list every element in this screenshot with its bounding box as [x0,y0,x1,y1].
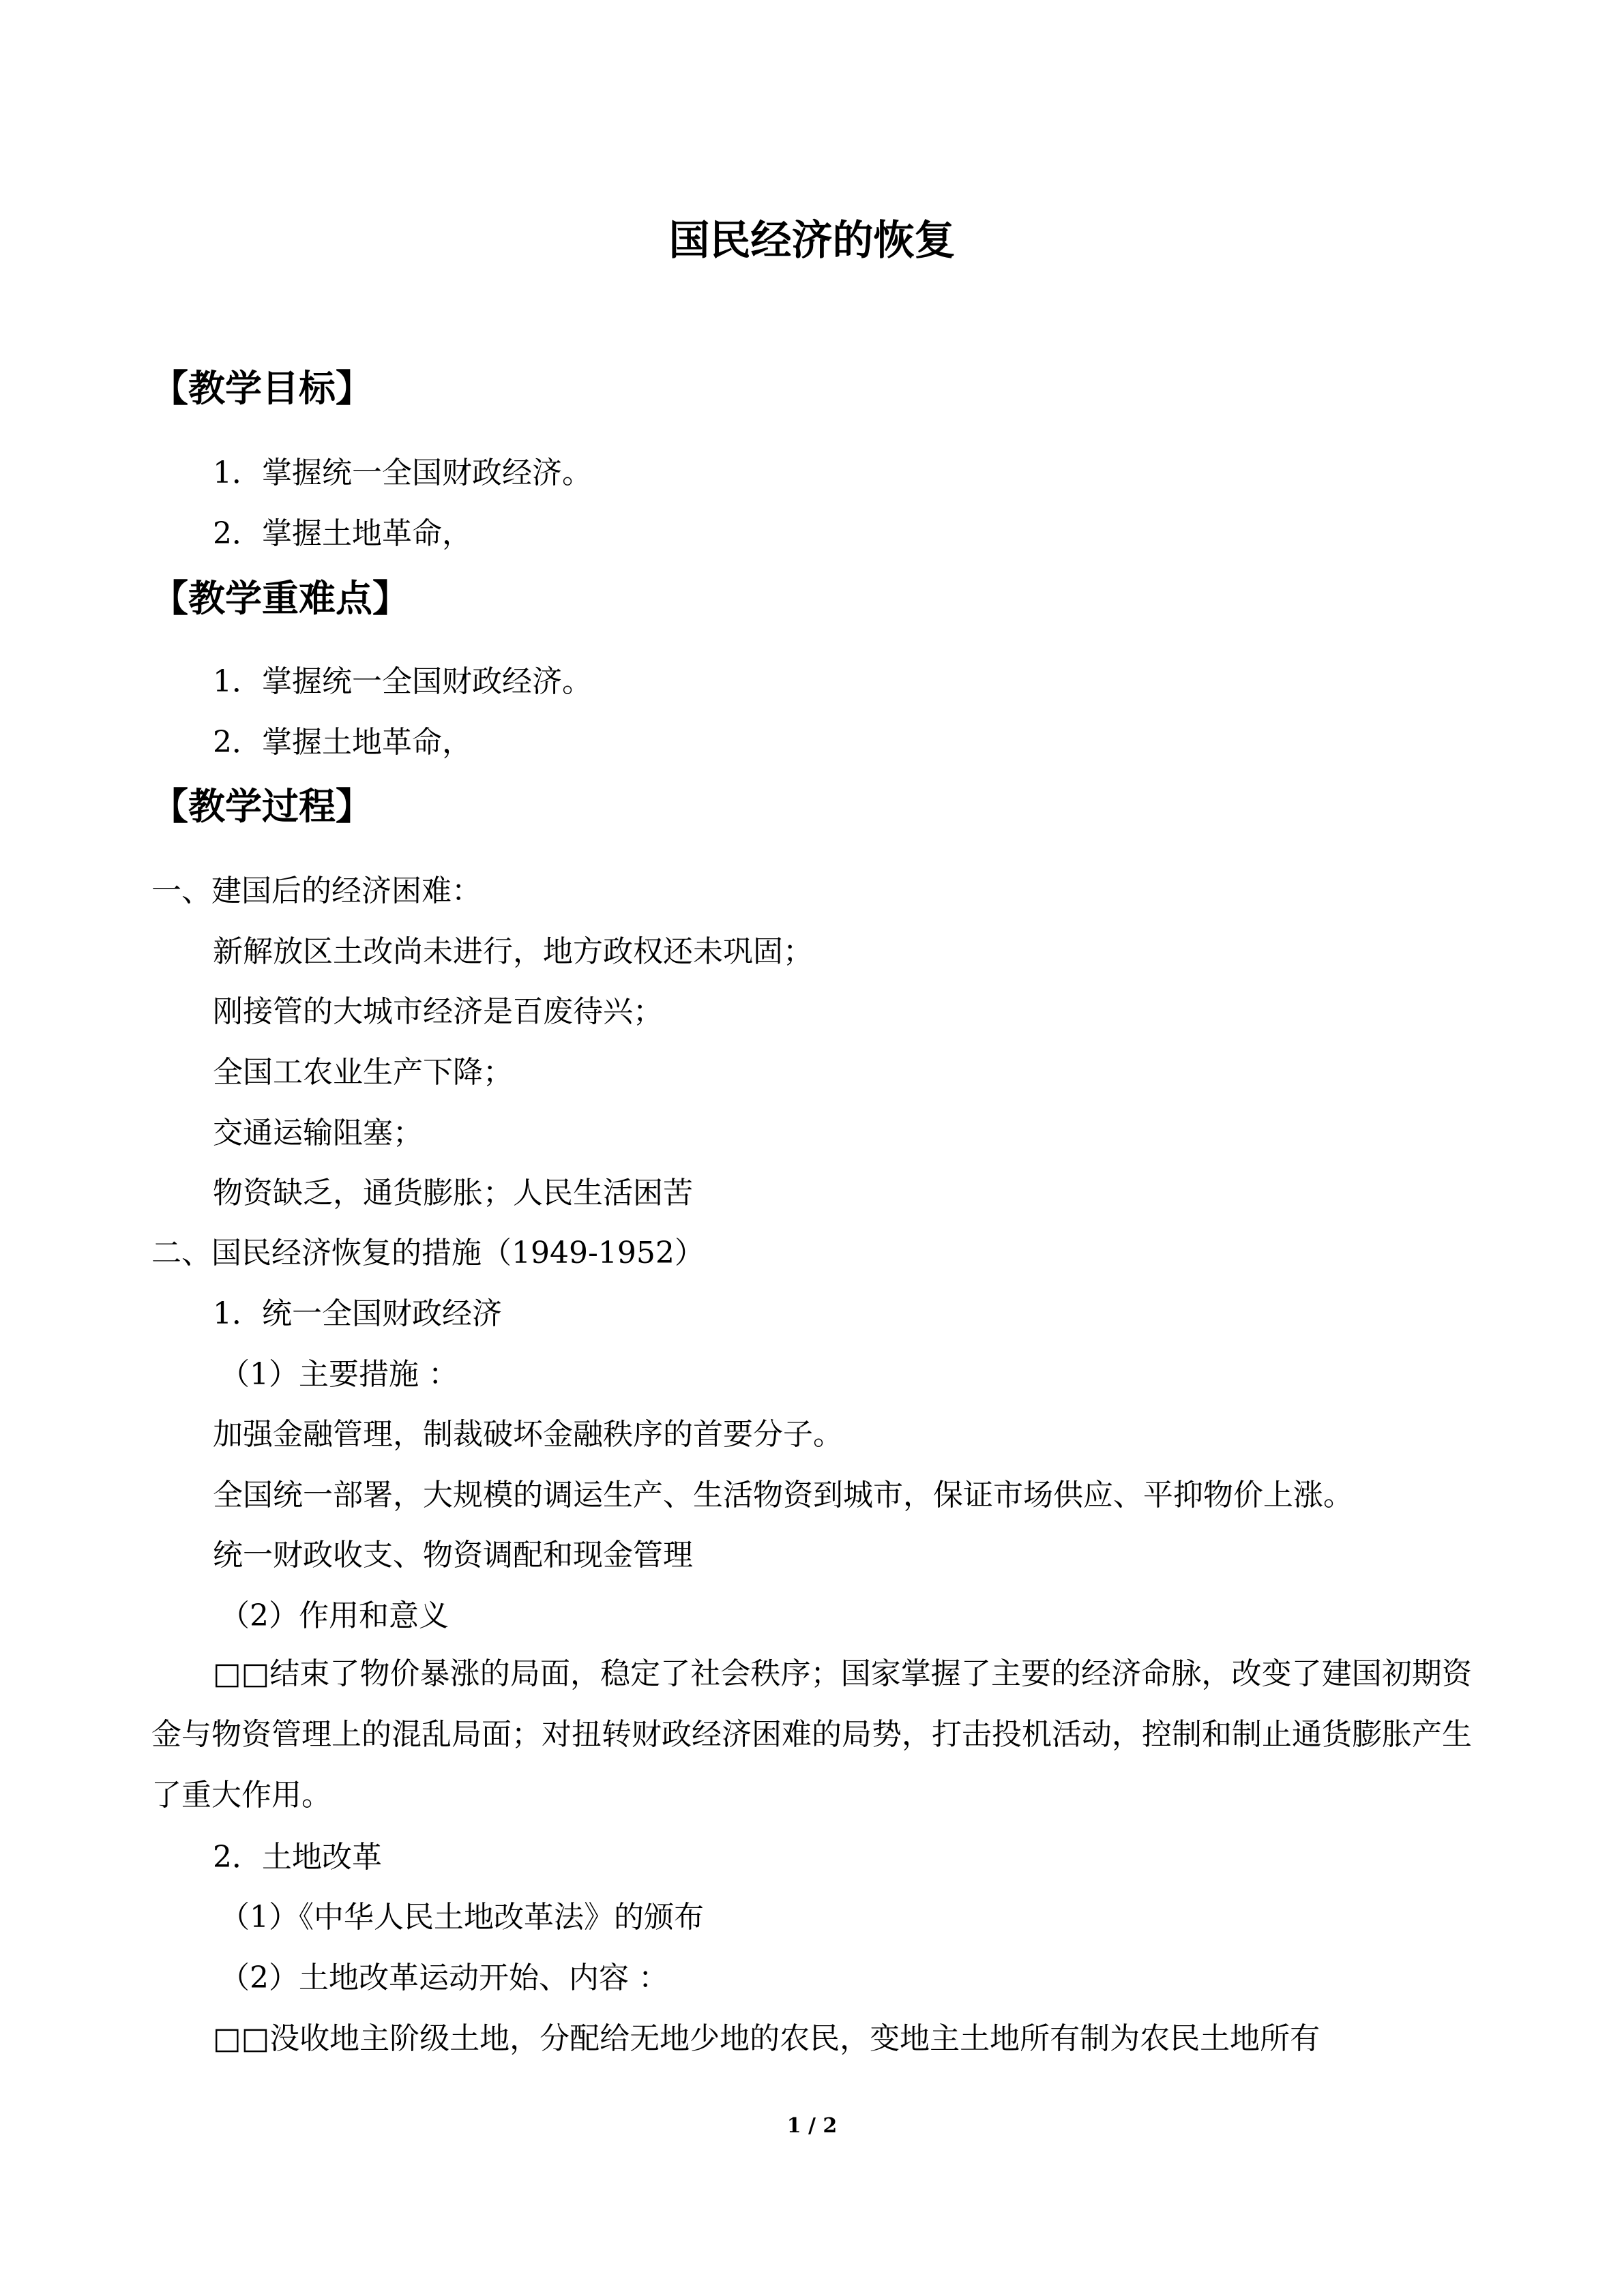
process-part2-sub1-title: 1．统一全国财政经济 [213,1296,502,1331]
process-part2-sub2-item-2: （2）土地改革运动开始、内容 ： [220,1960,668,1995]
objective-item-2: 2．掌握土地革命， [213,516,472,551]
section-heading-process: 【教学过程】 [151,785,372,828]
page-number: 1 / 2 [786,2114,838,2138]
section-heading-key-points: 【教学重难点】 [151,577,409,620]
process-part1-line-3: 全国工农业生产下降； [213,1055,513,1090]
process-part1-line-2: 刚接管的大城市经济是百废待兴； [213,994,663,1029]
section-heading-objectives: 【教学目标】 [151,367,372,410]
process-part1-line-4: 交通运输阻塞； [213,1116,423,1150]
process-part1-line-1: 新解放区土改尚未进行，地方政权还未巩固； [213,934,813,969]
process-part2-sub1-effect-label: （2）作用和意义 [220,1598,449,1633]
objective-item-1: 1．掌握统一全国财政经济。 [213,456,592,490]
process-part1-title: 一、建国后的经济困难： [151,874,482,908]
process-part2-sub1-measure-3: 统一财政收支、物资调配和现金管理 [213,1538,693,1572]
process-part2-sub1-effect-paragraph: □□结束了物价暴涨的局面，稳定了社会秩序；国家掌握了主要的经济命脉，改变了建国初期资金与物资管理上的混乱局面；对扭转财政经济困难的局势，打击投机活动，控制和制止通货膨胀产生了重大作用。 [151,1656,1472,1813]
process-part2-title: 二、国民经济恢复的措施（1949-1952） [151,1236,705,1270]
process-part2-sub2-item-2-text: □□没收地主阶级土地，分配给无地少地的农民，变地主土地所有制为农民土地所有 [213,2021,1320,2056]
process-part2-sub2-title: 2．土地改革 [213,1840,382,1875]
key-point-item-1: 1．掌握统一全国财政经济。 [213,664,592,699]
process-part1-line-5: 物资缺乏，通货膨胀；人民生活困苦 [213,1176,693,1210]
process-part2-sub2-item-1: （1）《中华人民土地改革法》的颁布 [220,1900,704,1935]
key-point-item-2: 2．掌握土地革命， [213,725,472,760]
process-part2-sub1-measure-2: 全国统一部署，大规模的调运生产、生活物资到城市，保证市场供应、平抑物价上涨。 [213,1478,1353,1512]
page-title: 国民经济的恢复 [668,217,956,265]
process-part2-sub1-measure-1: 加强金融管理，制裁破坏金融秩序的首要分子。 [213,1417,843,1452]
process-part2-sub1-measures-label: （1）主要措施 ： [220,1357,458,1392]
